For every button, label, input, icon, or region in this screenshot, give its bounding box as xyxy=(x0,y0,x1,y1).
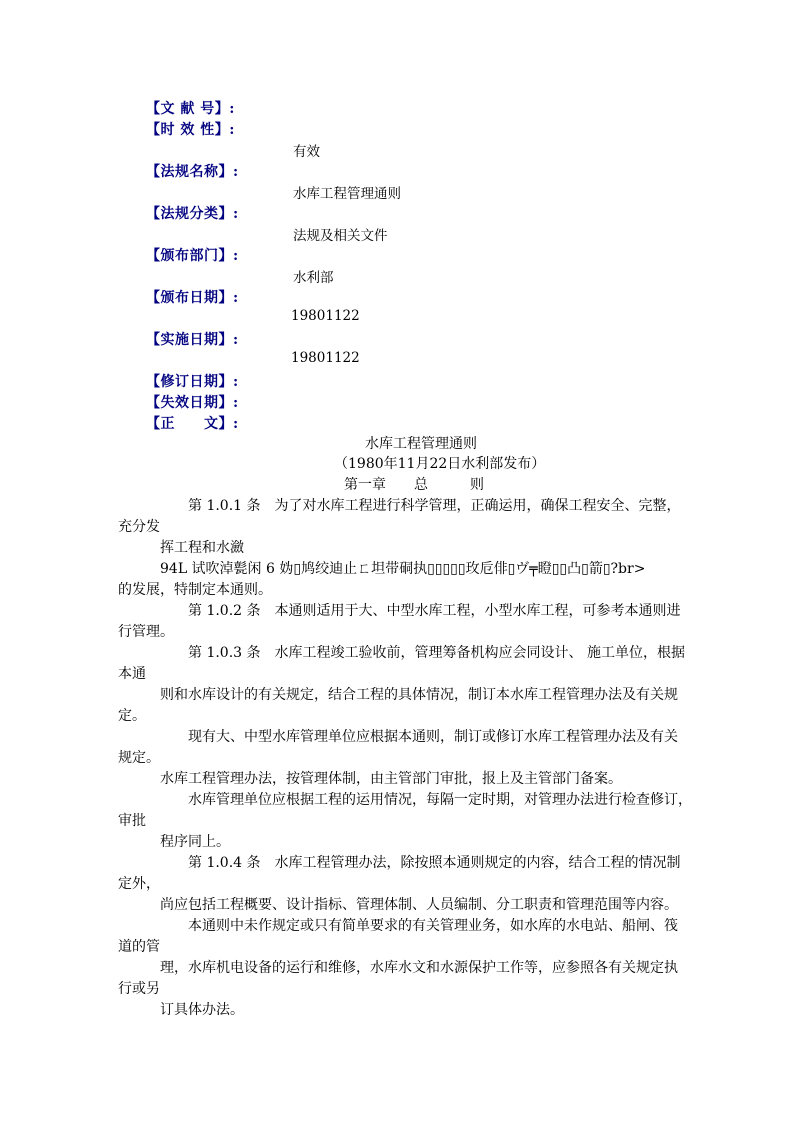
value-effective-date: 19801122 xyxy=(291,350,360,366)
value-issue-date: 19801122 xyxy=(291,308,360,324)
body-line: 定。 xyxy=(118,708,146,724)
document-subtitle: （1980年11月22日水利部发布） xyxy=(334,456,546,472)
body-line: 本通 xyxy=(118,666,146,682)
document-title: 水库工程管理通则 xyxy=(365,436,477,452)
value-regulation-name: 水库工程管理通则 xyxy=(293,186,401,202)
body-line: 规定。 xyxy=(118,750,160,766)
body-line: 本通则中未作规定或只有简单要求的有关管理业务，如水库的水电站、船闸、筏 xyxy=(188,918,678,934)
body-line: 定外， xyxy=(118,876,160,892)
body-line: 尚应包括工程概要、设计指标、管理体制、人员编制、分工职责和管理范围等内容。 xyxy=(160,897,678,913)
body-line: 道的管 xyxy=(118,939,160,955)
value-category: 法规及相关文件 xyxy=(293,228,388,244)
label-doc-number: 【文 献 号】: xyxy=(146,101,235,117)
label-expiry-date: 【失效日期】: xyxy=(146,395,239,411)
label-issuer: 【颁布部门】: xyxy=(146,248,239,264)
value-validity: 有效 xyxy=(293,144,320,160)
label-validity: 【时 效 性】: xyxy=(146,122,235,138)
label-category: 【法规分类】: xyxy=(146,206,239,222)
value-issuer: 水利部 xyxy=(293,270,334,286)
body-line: 充分发 xyxy=(118,519,160,535)
body-line: 第 1.0.1 条 为了对水库工程进行科学管理，正确运用，确保工程安全、完整， xyxy=(188,498,681,514)
label-effective-date: 【实施日期】: xyxy=(146,332,239,348)
body-line: 水库管理单位应根据工程的运用情况，每隔一定时期，对管理办法进行检查修订， xyxy=(188,792,692,808)
body-line: 第 1.0.4 条 水库工程管理办法，除按照本通则规定的内容，结合工程的情况制 xyxy=(188,855,681,871)
chapter-heading: 第一章 总 则 xyxy=(344,477,484,493)
body-line: 审批 xyxy=(118,813,146,829)
body-line: 水库工程管理办法，按管理体制，由主管部门审批，报上及主管部门备案。 xyxy=(160,771,622,787)
body-line: 行或另 xyxy=(118,981,160,997)
label-issue-date: 【颁布日期】: xyxy=(146,290,239,306)
body-line: 理，水库机电设备的运行和维修，水库水文和水源保护工作等，应参照各有关规定执 xyxy=(160,960,678,976)
body-line: 第 1.0.2 条 本通则适用于大、中型水库工程，小型水库工程，可参考本通则进 xyxy=(188,603,681,619)
body-line: 则和水库设计的有关规定，结合工程的具体情况，制订本水库工程管理办法及有关规 xyxy=(160,687,678,703)
body-line-garbled: 94L 试吹淖甏闲 6 妫▯鸠绞迪止ㄈ坦带硐执▯▯▯▯▯玫卮俳▯ヴ╤瞪▯▯凸▯箭▯?br> xyxy=(160,561,646,577)
body-line: 挥工程和水瀲 xyxy=(160,540,244,556)
label-body: 【正 文】: xyxy=(146,416,239,432)
body-line: 的发展，特制定本通则。 xyxy=(118,582,272,598)
label-revision-date: 【修订日期】: xyxy=(146,374,239,390)
body-line: 行管理。 xyxy=(118,624,174,640)
label-regulation-name: 【法规名称】: xyxy=(146,164,239,180)
body-line: 第 1.0.3 条 水库工程竣工验收前，管理筹备机构应会同设计、 施工单位，根据 xyxy=(188,645,685,661)
body-line: 现有大、中型水库管理单位应根据本通则，制订或修订水库工程管理办法及有关 xyxy=(188,729,678,745)
body-line: 程序同上。 xyxy=(160,834,230,850)
body-line: 订具体办法。 xyxy=(160,1002,244,1018)
